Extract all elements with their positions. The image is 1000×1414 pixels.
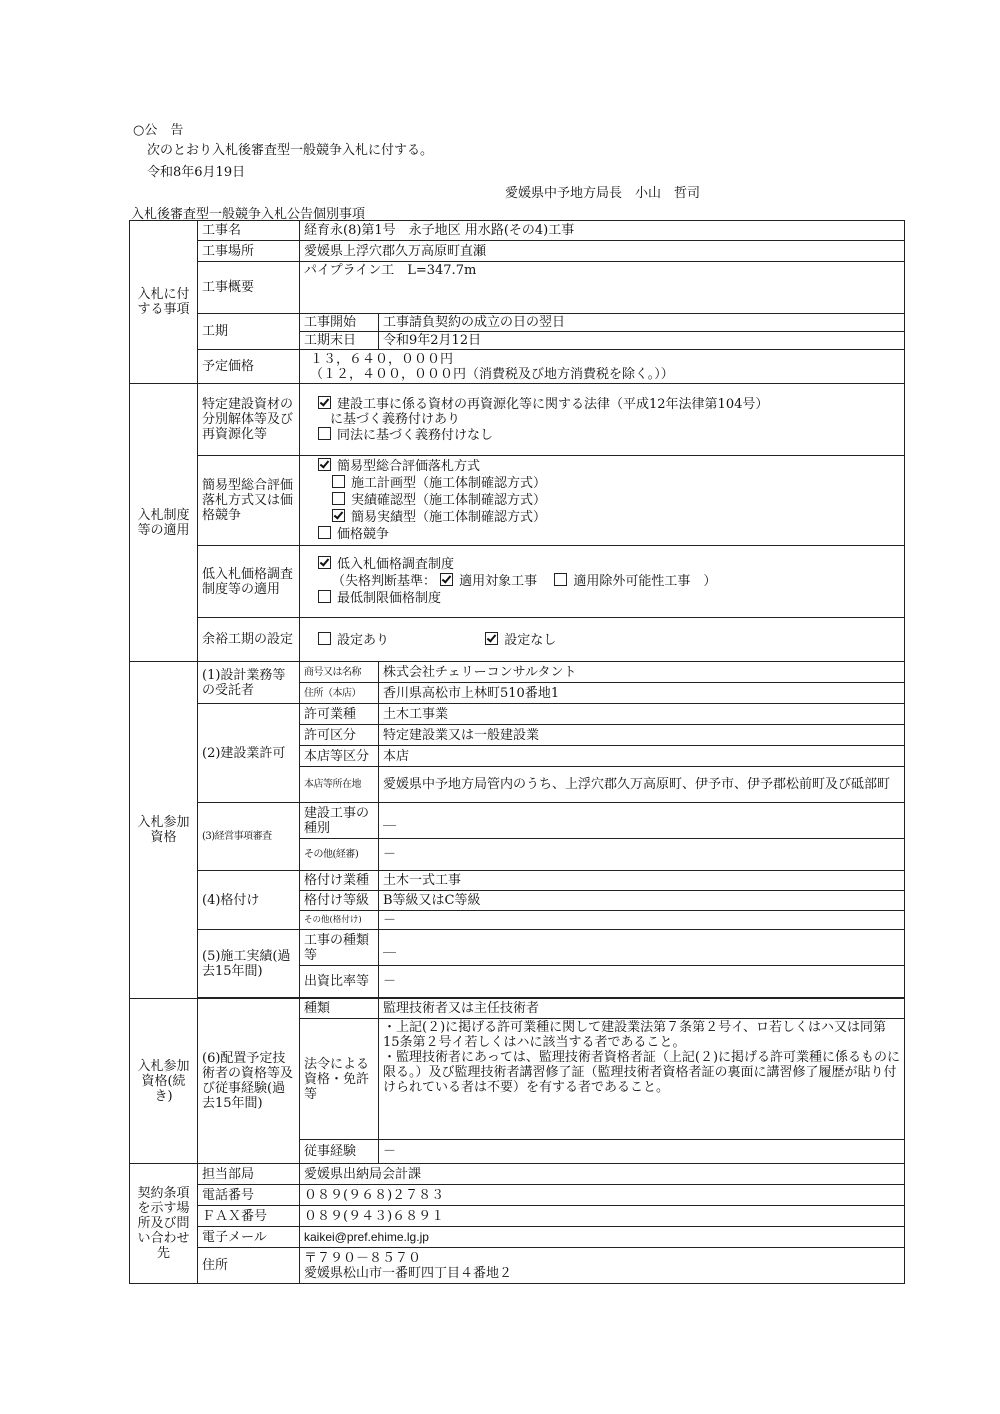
section-qualification-cont: 入札参加資格(続き): [130, 999, 198, 1164]
label-start: 工事開始: [300, 314, 379, 332]
label-hq-class: 本店等区分: [300, 746, 379, 767]
label-license-type: 許可業種: [300, 704, 379, 725]
rank-type: 土木一式工事: [379, 871, 905, 891]
checkbox-plan-type[interactable]: [332, 475, 345, 488]
label-record-type: 工事の種類等: [300, 930, 379, 966]
notice-table: [129, 220, 905, 1284]
label-end: 工期末日: [300, 332, 379, 350]
end-value: 令和9年2月12日: [379, 332, 905, 350]
label-review-type: 建設工事の種別: [300, 803, 379, 839]
margin-options: 設定あり 設定なし: [300, 618, 905, 662]
label-rank-type: 格付け業種: [300, 871, 379, 891]
hq-class: 本店: [379, 746, 905, 767]
label-record-ratio: 出資比率等: [300, 966, 379, 998]
label-rank-other: その他(格付け): [300, 911, 379, 930]
label-design-address: 住所（本店）: [300, 683, 379, 704]
checkbox-recycle-yes[interactable]: [318, 396, 331, 409]
label-tel: 電話番号: [198, 1185, 300, 1206]
license-type: 土木工事業: [379, 704, 905, 725]
tech-experience: －: [379, 1140, 905, 1164]
record-ratio: －: [379, 966, 905, 998]
checkbox-min-price[interactable]: [318, 590, 331, 603]
low-bid-options: 低入札価格調査制度 （失格判断基準： 適用対象工事 適用除外可能性工事 ） 最低制限価格制度: [300, 546, 905, 618]
issuer: 愛媛県中予地方局長 小山 哲司: [505, 186, 701, 201]
label-period: 工期: [198, 314, 300, 350]
zip: 〒７９０－８５７０: [304, 1250, 422, 1266]
label-record: (5)施工実績(過去15年間): [198, 930, 300, 998]
table-title: 入札後審査型一般競争入札公告個別事項: [131, 207, 366, 222]
checkbox-margin-yes[interactable]: [318, 632, 331, 645]
rank-grade: B等級又はC等級: [379, 891, 905, 911]
label-tech-experience: 従事経験: [300, 1140, 379, 1164]
tel: ０８９(９６８)２７８３: [300, 1185, 905, 1206]
address-cell: [300, 1248, 905, 1284]
section-bid-items: 入札に付する事項: [130, 221, 198, 384]
tech-license: ・上記(２)に掲げる許可業種に関して建設業法第７条第２号イ、ロ若しくはハ又は同第15条第２号イ若しくはハに該当する者であること。 ・監理技術者にあっては、監理技術者資格者証（上記(２)に掲げる許可業種に係るものに限る。）及び監理技術者講習修了証（監理技術者資格者証の裏面に講習修了履歴が貼り付けられている者は不要）を有する者であること。: [379, 1019, 905, 1140]
checkbox-applicable[interactable]: [440, 573, 453, 586]
start-value: 工事請負契約の成立の日の翌日: [379, 314, 905, 332]
checkbox-exclusion-possible[interactable]: [554, 573, 567, 586]
label-price: 予定価格: [198, 350, 300, 384]
review-other: －: [379, 839, 905, 871]
work-summary: パイプライン工 L=347.7m: [300, 262, 905, 314]
label-low-bid: 低入札価格調査制度等の適用: [198, 546, 300, 618]
fax: ０８９(９４３)６８９１: [300, 1206, 905, 1227]
label-mail: 電子メール: [198, 1227, 300, 1248]
section-system: 入札制度等の適用: [130, 384, 198, 662]
label-work-place: 工事場所: [198, 241, 300, 262]
email-link[interactable]: kaikei@pref.ehime.lg.jp: [300, 1227, 905, 1248]
label-review-other: その他(経審): [300, 839, 379, 871]
label-fax: ＦＡＸ番号: [198, 1206, 300, 1227]
label-method: 簡易型総合評価落札方式又は価格競争: [198, 456, 300, 546]
intro-text: 次のとおり入札後審査型一般競争入札に付する。: [147, 143, 434, 158]
label-tech-license: 法令による資格・免許等: [300, 1019, 379, 1140]
checkbox-simple-record-type[interactable]: [332, 509, 345, 522]
label-license-class: 許可区分: [300, 725, 379, 746]
section-qualification: 入札参加資格: [130, 662, 198, 999]
label-work-name: 工事名: [198, 221, 300, 241]
design-address: 香川県高松市上林町510番地1: [379, 683, 905, 704]
label-rank-grade: 格付け等級: [300, 891, 379, 911]
notice-date: 令和8年6月19日: [147, 165, 246, 180]
label-rank: (4)格付け: [198, 871, 300, 930]
label-tech-kind: 種類: [300, 999, 379, 1019]
label-dept: 担当部局: [198, 1164, 300, 1185]
checkbox-price-competition[interactable]: [318, 526, 331, 539]
label-margin: 余裕工期の設定: [198, 618, 300, 662]
record-type: ＿: [379, 930, 905, 966]
label-address: 住所: [198, 1248, 300, 1284]
label-tech: (6)配置予定技術者の資格等及び従事経験(過去15年間): [198, 999, 300, 1164]
hq-location: 愛媛県中予地方局管内のうち、上浮穴郡久万高原町、伊予市、伊予郡松前町及び砥部町: [379, 767, 905, 803]
label-hq-location: 本店等所在地: [300, 767, 379, 803]
checkbox-simple-eval[interactable]: [318, 458, 331, 471]
design-name: 株式会社チェリーコンサルタント: [379, 662, 905, 683]
recycle-options: 建設工事に係る資材の再資源化等に関する法律（平成12年法律第104号） に基づく義務付けあり 同法に基づく義務付けなし: [300, 384, 905, 456]
label-design-name: 商号又は名称: [300, 662, 379, 683]
section-contact: 契約条項を示す場所及び問い合わせ先: [130, 1164, 198, 1284]
label-recycle: 特定建設資材の分別解体等及び再資源化等: [198, 384, 300, 456]
rank-other: －: [379, 911, 905, 930]
method-options: 簡易型総合評価落札方式 施工計画型（施工体制確認方式） 実績確認型（施工体制確認方式） 簡易実績型（施工体制確認方式） 価格競争: [300, 456, 905, 546]
label-work-summary: 工事概要: [198, 262, 300, 314]
checkbox-margin-no[interactable]: [485, 632, 498, 645]
checkbox-record-confirm-type[interactable]: [332, 492, 345, 505]
dept: 愛媛県出納局会計課: [300, 1164, 905, 1185]
label-review: (3)経営事項審査: [198, 803, 300, 871]
notice-heading: ○公 告: [133, 123, 184, 138]
label-license: (2)建設業許可: [198, 704, 300, 803]
tech-kind: 監理技術者又は主任技術者: [379, 999, 905, 1019]
price-value: １３，６４０，０００円: [310, 351, 454, 367]
price-cell: [300, 350, 905, 384]
license-class: 特定建設業又は一般建設業: [379, 725, 905, 746]
label-design: (1)設計業務等の受託者: [198, 662, 300, 704]
work-place: 愛媛県上浮穴郡久万高原町直瀬: [300, 241, 905, 262]
address: 愛媛県松山市一番町四丁目４番地２: [304, 1265, 513, 1281]
review-type: ＿: [379, 803, 905, 839]
work-name: 経育永(8)第1号 永子地区 用水路(その4)工事: [300, 221, 905, 241]
price-ex-tax: （１２，４００，０００円（消費税及び地方消費税を除く。））: [310, 366, 674, 382]
checkbox-low-bid-survey[interactable]: [318, 556, 331, 569]
checkbox-recycle-no[interactable]: [318, 427, 331, 440]
